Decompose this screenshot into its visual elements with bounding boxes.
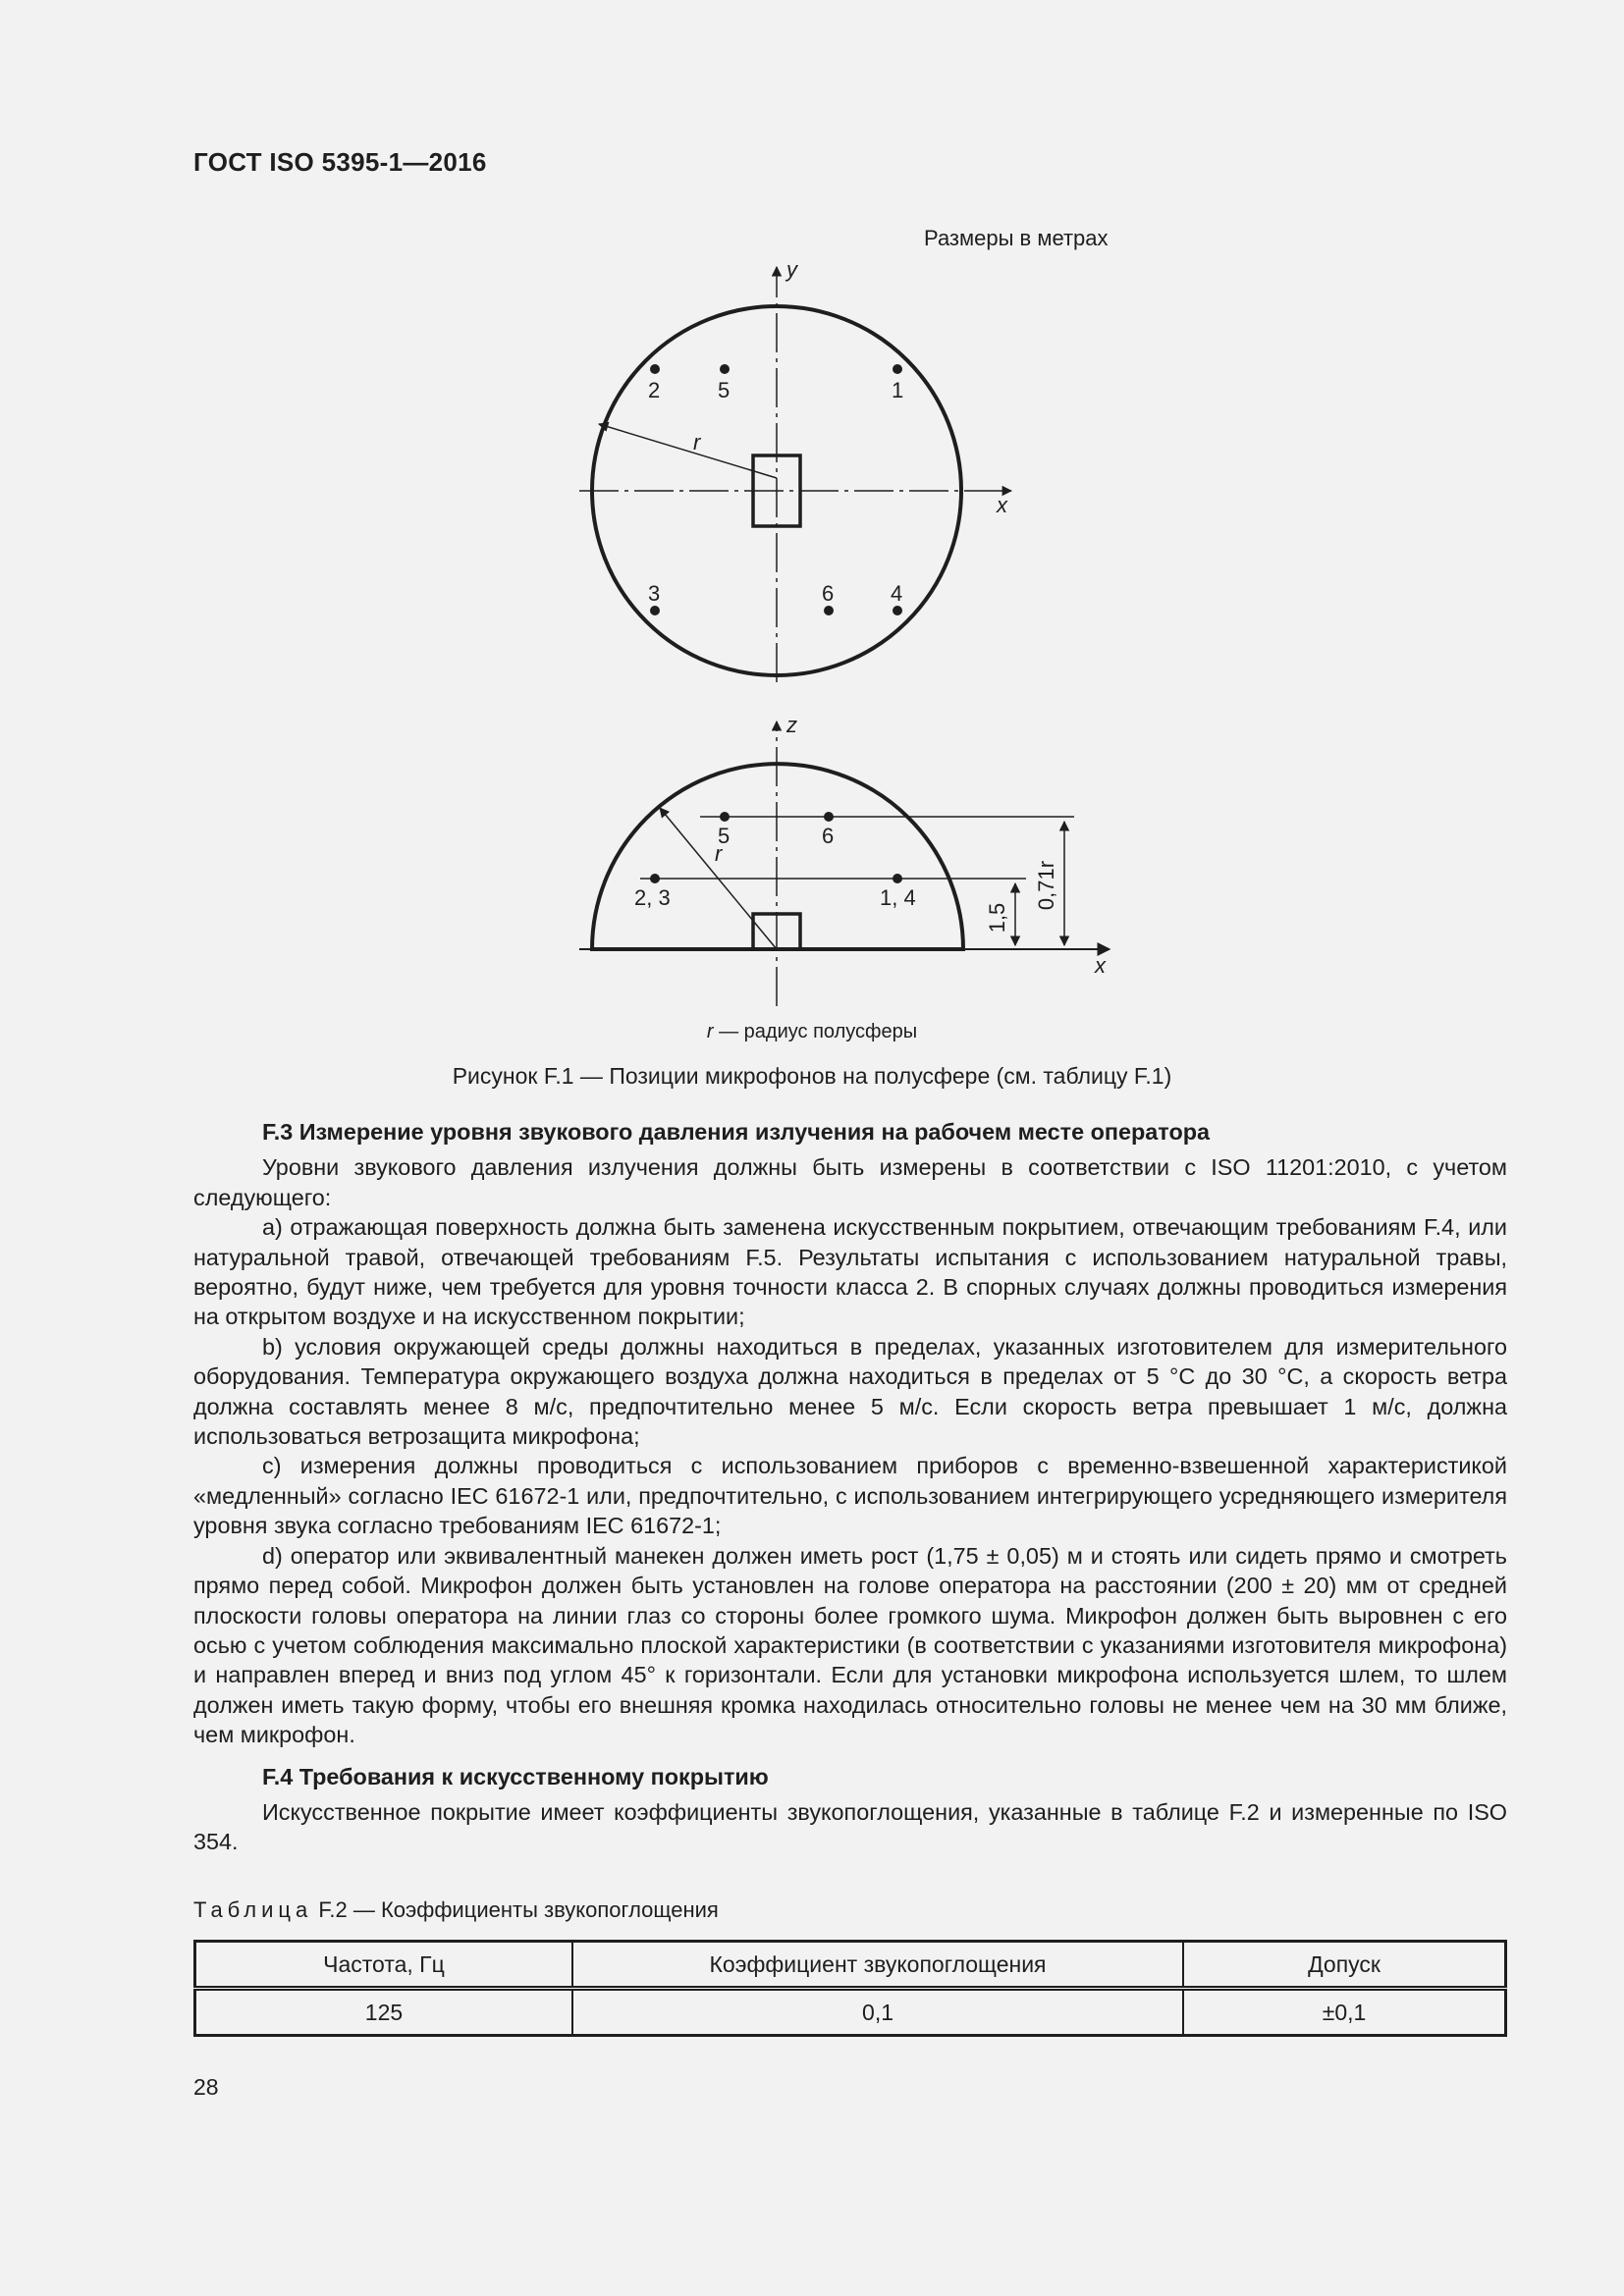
mic-label-side-5: 5 <box>718 824 731 848</box>
table-label: Таблица <box>193 1897 313 1922</box>
mic-label-1: 1 <box>892 378 904 402</box>
section-f3-heading: F.3 Измерение уровня звукового давления излучения на рабочем месте оператора <box>262 1119 1211 1145</box>
mic-point-side-5 <box>720 812 730 822</box>
hemisphere-outline <box>592 764 963 949</box>
mic-label-4: 4 <box>891 581 903 606</box>
mic-label-side-6: 6 <box>822 824 835 848</box>
table-header-cell: Допуск <box>1183 1942 1505 1989</box>
section-f3-item-c: c) измерения должны проводиться с использованием приборов с временно-взвешенной характеристикой «медленный» согласно IEC 61672-1 или, предпочтительно, с использованием интегрирующего усредняющего измерителя уровня звука согласно требованиям IEC 61672-1; <box>193 1453 1507 1539</box>
x-axis-label: x <box>997 493 1007 517</box>
absorption-table <box>193 1940 1507 2037</box>
dim-label-low: 1,5 <box>985 902 1009 934</box>
figure-legend <box>0 1021 1624 1043</box>
table-title-text: F.2 — Коэффициенты звукопоглощения <box>312 1897 719 1922</box>
mic-point-2 <box>650 364 660 374</box>
table-cell: ±0,1 <box>1183 1989 1505 2036</box>
dim-label-high: 0,71r <box>1034 860 1058 911</box>
mic-point-side-14 <box>893 874 902 883</box>
table-cell: 125 <box>195 1989 572 2036</box>
mic-point-side-6 <box>824 812 834 822</box>
body-text <box>193 1117 1507 1857</box>
mic-point-5 <box>720 364 730 374</box>
section-f3-item-a: a) отражающая поверхность должна быть заменена искусственным покрытием, отвечающим требованиям F.4, или натуральной травой, отвечающей требованиям F.5. Результаты испытания с использованием натуральной травы, вероятно, будут ниже, чем требуется для уровня точности класса 2. В спорных случаях должны проводиться измерения на открытом воздухе и на искусственном покрытии; <box>193 1214 1507 1330</box>
section-f3-intro: Уровни звукового давления излучения должны быть измерены в соответствии с ISO 11201:2010, с учетом следующего: <box>193 1154 1507 1210</box>
dimensions-note: Размеры в метрах <box>924 226 1109 250</box>
mic-point-4 <box>893 606 902 615</box>
mic-label-3: 3 <box>648 581 661 606</box>
top-view <box>579 267 1011 682</box>
mic-label-side-23: 2, 3 <box>634 885 671 910</box>
table-header-row <box>195 1942 1506 1989</box>
mic-point-6 <box>824 606 834 615</box>
mic-label-side-14: 1, 4 <box>880 885 916 910</box>
x-axis-label-side: x <box>1095 953 1106 978</box>
radius-label-side: r <box>715 841 723 866</box>
table-row <box>195 1989 1506 2036</box>
mic-label-5: 5 <box>718 378 731 402</box>
z-axis-label: z <box>786 713 797 737</box>
figure-caption: Рисунок F.1 — Позиции микрофонов на полусфере (см. таблицу F.1) <box>452 1063 1172 1089</box>
section-f3-item-d: d) оператор или эквивалентный манекен должен иметь рост (1,75 ± 0,05) м и стоять или сидеть прямо и смотреть прямо перед собой. Микрофон должен быть установлен на голове оператора на расстоянии (200 ± 20) мм от средней плоскости головы оператора на линии глаз со стороны более громкого шума. Микрофон должен быть выровнен с его осью с учетом соблюдения максимально плоской характеристики (в соответствии с указаниями изготовителя микрофона) и направлен вперед и вниз под углом 45° к горизонтали. Если для установки микрофона используется шлем, то шлем должен иметь такую форму, чтобы его внешняя кромка находилась относительно головы не менее чем на 30 мм ближе, чем микрофон. <box>193 1542 1507 1748</box>
mic-point-side-23 <box>650 874 660 883</box>
y-axis-label: y <box>786 257 797 282</box>
figure-f1 <box>550 245 1139 1011</box>
radius-line <box>599 424 777 478</box>
document-header: ГОСТ ISO 5395-1—2016 <box>193 147 487 177</box>
section-f4-heading: F.4 Требования к искусственному покрытию <box>262 1763 769 1789</box>
side-view <box>579 721 1110 1006</box>
table-header-cell: Частота, Гц <box>195 1942 572 1989</box>
mic-point-1 <box>893 364 902 374</box>
radius-label-top: r <box>693 430 701 454</box>
section-f4-text: Искусственное покрытие имеет коэффициенты звукопоглощения, указанные в таблице F.2 и измеренные по ISO 354. <box>193 1798 1507 1855</box>
section-f3-item-b: b) условия окружающей среды должны находиться в пределах, указанных изготовителем для измерительного оборудования. Температура окружающего воздуха должна находиться в пределах от 5 °С до 30 °С, а скорость ветра должна составлять менее 8 м/с, предпочтительно менее 5 м/с. Если скорость ветра превышает 1 м/с, должна использоваться ветрозащита микрофона; <box>193 1333 1507 1450</box>
legend-symbol: r <box>706 1021 714 1042</box>
table-cell: 0,1 <box>572 1989 1183 2036</box>
mic-point-3 <box>650 606 660 615</box>
table-title <box>193 1897 719 1923</box>
table-header-cell: Коэффициент звукопоглощения <box>572 1942 1183 1989</box>
mic-label-6: 6 <box>822 581 835 606</box>
page-number: 28 <box>193 2074 219 2100</box>
mic-label-2: 2 <box>648 378 661 402</box>
legend-text: — радиус полусферы <box>713 1021 918 1042</box>
